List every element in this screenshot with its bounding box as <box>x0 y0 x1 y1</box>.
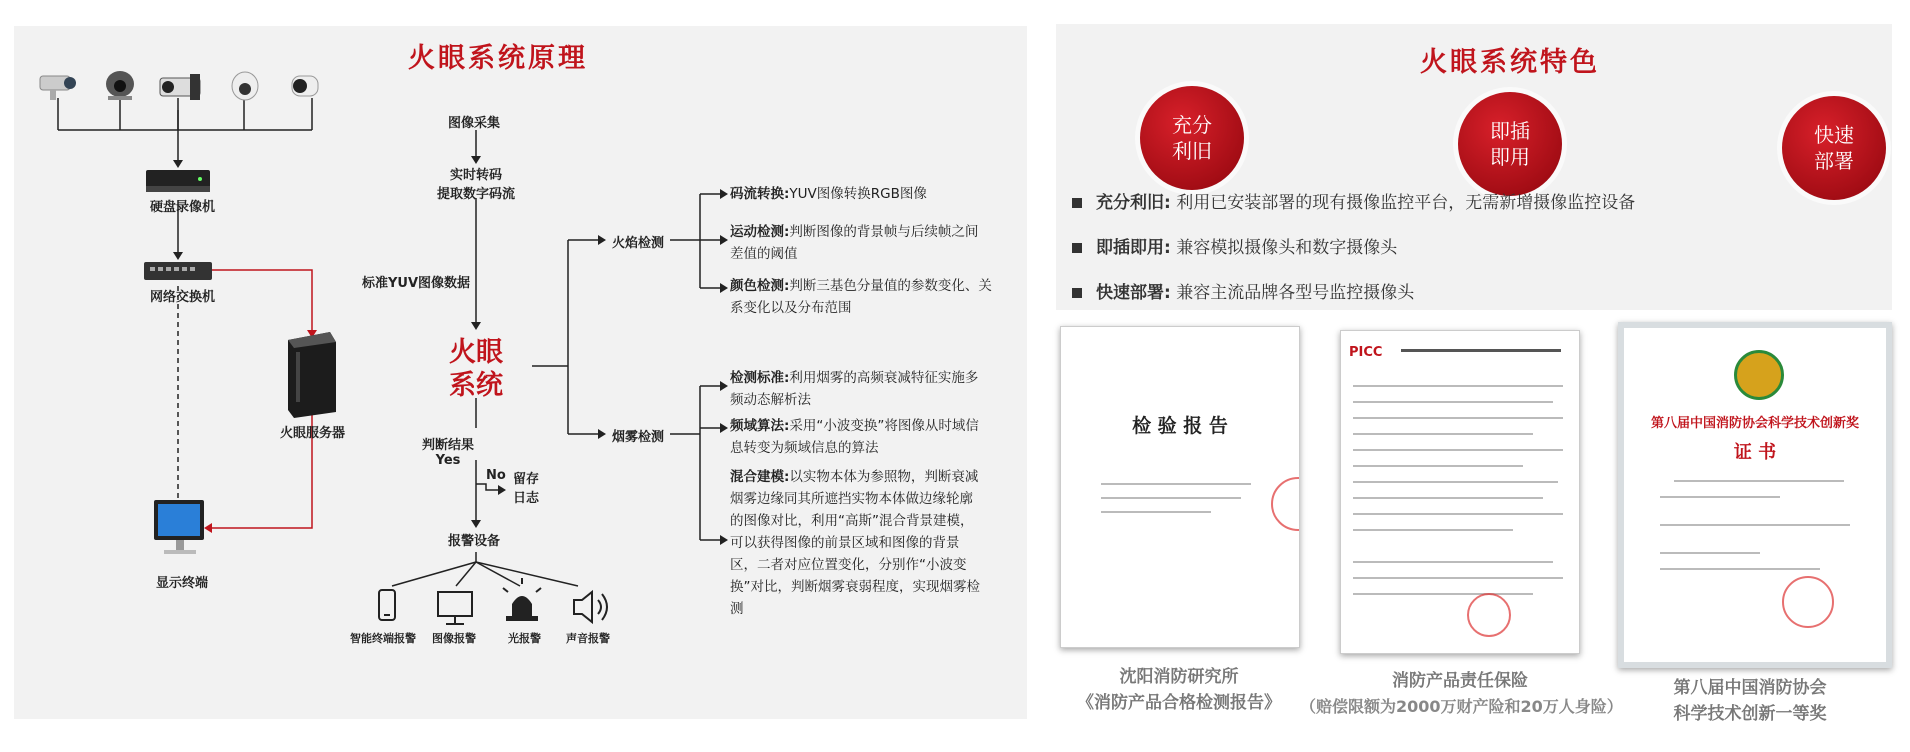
no-label: No <box>486 468 506 483</box>
fire-item-stream: 码流转换:YUV图像转换RGB图像 <box>730 186 927 202</box>
smoke-item-standard: 检测标准:利用烟雾的高频衰减特征实施多频动态解析法 <box>730 370 979 408</box>
fire-item-color: 颜色检测:判断三基色分量值的参数变化、关系变化以及分布范围 <box>730 278 992 316</box>
alarm-device-label: 报警设备 <box>448 534 501 549</box>
camera-icons <box>40 71 318 100</box>
feature-deploy: 快速部署: 兼容主流品牌各型号监控摄像头 <box>1072 278 1414 303</box>
alarm-light-label: 光报警 <box>508 632 541 645</box>
feature-reuse: 充分利旧: 利用已安装部署的现有摄像监控平台，无需新增摄像监控设备 <box>1072 188 1635 213</box>
capture-label: 图像采集 <box>448 116 501 131</box>
fire-item-motion: 运动检测:判断图像的背景帧与后续帧之间差值的阈值 <box>730 224 979 262</box>
display-label: 显示终端 <box>156 576 209 591</box>
cert-award-caption: 第八届中国消防协会 科学技术创新一等奖 <box>1673 678 1827 724</box>
switch-label: 网络交换机 <box>150 290 216 305</box>
features-title: 火眼系统特色 <box>1420 47 1600 78</box>
core-system: 火眼 系统 <box>449 337 503 401</box>
transcode-label: 实时转码 提取数字码流 <box>436 168 515 202</box>
alarm-terminal-label: 智能终端报警 <box>350 632 416 645</box>
feature-plug: 即插即用: 兼容模拟摄像头和数字摄像头 <box>1072 233 1397 258</box>
dvr-label: 硬盘录像机 <box>150 200 216 215</box>
light-alarm-icon <box>503 578 541 621</box>
switch-icon <box>144 262 212 280</box>
alarm-image-label: 图像报警 <box>432 632 476 645</box>
feature-circle-deploy: 快速 部署 <box>1782 96 1886 200</box>
smoke-detect-label: 烟雾检测 <box>612 430 665 445</box>
feature-circle-reuse: 充分 利旧 <box>1140 86 1244 190</box>
principle-title: 火眼系统原理 <box>408 43 588 74</box>
server-icon <box>288 332 336 418</box>
cert-inspection-caption: 沈阳消防研究所 《消防产品合格检测报告》 <box>1077 667 1281 713</box>
fire-detect-label: 火焰检测 <box>612 236 665 251</box>
cert-picc-insurance: PICC <box>1340 330 1580 654</box>
monitor-icon <box>154 500 204 554</box>
phone-icon <box>379 590 395 620</box>
cert-inspection-report: 检 验 报 告 <box>1060 326 1300 648</box>
smoke-item-hybrid: 混合建模:以实物本体为参照物，判断衰减烟雾边缘同其所遮挡实物本体做边缘轮廓的图像对比，利用“高斯”混合背景建模，可以获得图像的前景区域和图像的背景区，二者对应位置变化，分别作“小波变换”对比，判断烟雾衰弱程度，实现烟雾检测 <box>730 469 980 617</box>
yuv-label: 标准YUV图像数据 <box>362 276 471 291</box>
dvr-icon <box>146 170 210 192</box>
cert-picc-caption: 消防产品责任保险 （赔偿限额为2000万财产险和20万人身险） <box>1300 671 1623 716</box>
smoke-item-frequency: 频域算法:采用“小波变换”将图像从时域信息转变为频域信息的算法 <box>730 418 979 456</box>
server-label: 火眼服务器 <box>280 426 346 441</box>
alarm-sound-label: 声音报警 <box>566 632 610 645</box>
judge-label: 判断结果 Yes <box>421 438 474 468</box>
feature-circle-plug: 即插 即用 <box>1458 92 1562 196</box>
log-label: 留存 日志 <box>512 472 539 506</box>
cert-innovation-award: 第八届中国消防协会科学技术创新奖 证 书 <box>1618 322 1892 668</box>
sound-alarm-icon <box>574 592 607 622</box>
screen-icon <box>438 592 472 624</box>
